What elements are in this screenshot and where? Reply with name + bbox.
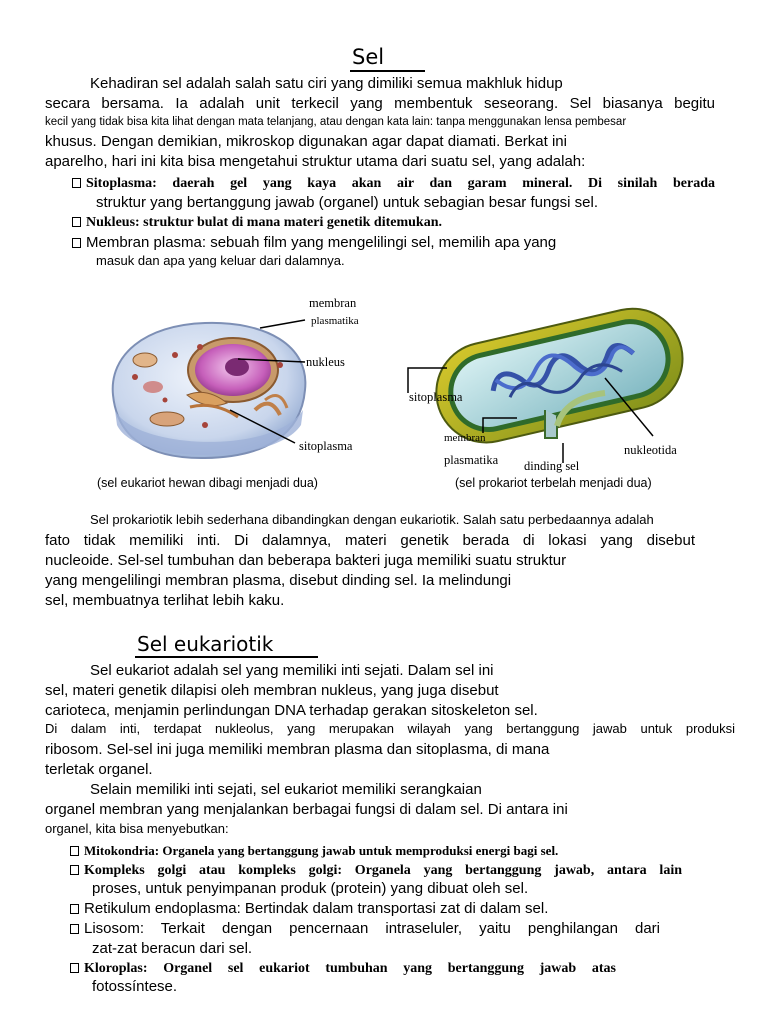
list-item-kloroplas: Kloroplas: Organel sel eukariot tumbuhan yang bertanggung jawab atas — [70, 960, 616, 978]
prokaryotic-cell-illustration — [405, 288, 735, 478]
list-item-golgi: Kompleks golgi atau kompleks golgi: Organela yang bertanggung jawab, antara lain — [70, 862, 682, 880]
eukariot-line-7: Selain memiliki inti sejati, sel eukariot memiliki serangkaian — [90, 781, 482, 798]
label-membran-left: membran — [309, 296, 357, 310]
list-item-golgi-cont: proses, untuk penyimpanan produk (protein) yang dibuat oleh sel. — [92, 880, 529, 897]
intro-line-5: aparelho, hari ini kita bisa mengetahui struktur utama dari suatu sel, yang adalah: — [45, 153, 586, 170]
intro-line-3: kecil yang tidak bisa kita lihat dengan mata telanjang, atau dengan kata lain: tanpa menggunakan lensa pembesar — [45, 116, 627, 128]
list-item-retikulum: Retikulum endoplasma: Bertindak dalam transportasi zat di dalam sel. — [70, 900, 548, 918]
eukariot-line-8: organel membran yang menjalankan berbagai fungsi di dalam sel. Di antara ini — [45, 801, 568, 818]
list-item-membran-cont: masuk dan apa yang keluar dari dalamnya. — [96, 253, 345, 268]
list-item-kloroplas-cont: fotossíntese. — [92, 978, 178, 995]
eukariot-line-1: Sel eukariot adalah sel yang memiliki inti sejati. Dalam sel ini — [90, 662, 494, 679]
bullet-box-icon — [70, 846, 79, 856]
eukariot-line-6: terletak organel. — [45, 761, 153, 778]
prokariot-line-5: sel, membuatnya terlihat lebih kaku. — [45, 592, 285, 609]
bullet-box-icon — [70, 904, 79, 914]
bullet-box-icon — [70, 924, 79, 934]
intro-line-4: khusus. Dengan demikian, mikroskop digunakan agar dapat diamati. Berkat ini — [45, 133, 567, 150]
bullet-box-icon — [72, 238, 81, 248]
list-item-nukleus: Nukleus: struktur bulat di mana materi genetik ditemukan. — [72, 214, 442, 232]
eukariot-line-2: sel, materi genetik dilapisi oleh membran nukleus, yang juga disebut — [45, 682, 499, 699]
section-title-eukariotik: Sel eukariotik — [137, 632, 274, 656]
label-plasmatika-right: plasmatika — [444, 453, 499, 467]
list-item-membran: Membran plasma: sebuah film yang mengelilingi sel, memilih apa yang — [72, 234, 556, 252]
prokariot-line-3: nucleoide. Sel-sel tumbuhan dan beberapa bakteri juga memiliki suatu struktur — [45, 552, 567, 569]
list-item-lisosom: Lisosom: Terkait dengan pencernaan intraseluler, yaitu penghilangan dari — [70, 920, 660, 938]
label-nukleotida: nukleotida — [624, 443, 677, 457]
label-membran-right: membran — [444, 432, 486, 444]
eukariot-line-4: Di dalam inti, terdapat nukleolus, yang merupakan wilayah yang bertanggung jawab untuk produksi — [45, 721, 735, 736]
intro-line-2: secara bersama. Ia adalah unit terkecil yang membentuk seseorang. Sel biasanya begitu — [45, 95, 715, 112]
prokariot-line-4: yang mengelilingi membran plasma, disebut dinding sel. Ia melindungi — [45, 572, 512, 589]
label-sitoplasma-left: sitoplasma — [299, 439, 353, 453]
list-item-mitokondria: Mitokondria: Organela yang bertanggung jawab untuk memproduksi energi bagi sel. — [70, 842, 558, 860]
intro-line-1: Kehadiran sel adalah salah satu ciri yang dimiliki semua makhluk hidup — [90, 75, 563, 92]
section-title-underline — [135, 656, 318, 658]
label-sitoplasma-right: sitoplasma — [409, 390, 463, 404]
label-nukleus: nukleus — [306, 355, 345, 369]
eukaryotic-cell-illustration — [105, 315, 315, 465]
bullet-box-icon — [70, 963, 79, 973]
bullet-box-icon — [70, 865, 79, 875]
list-item-sitoplasma: Sitoplasma: daerah gel yang kaya akan air dan garam mineral. Di sinilah berada — [72, 175, 715, 193]
bullet-box-icon — [72, 217, 81, 227]
prokariot-line-2: fato tidak memiliki inti. Di dalamnya, materi genetik berada di lokasi yang disebut — [45, 532, 695, 549]
eukariot-line-9: organel, kita bisa menyebutkan: — [45, 821, 229, 836]
label-dinding-sel: dinding sel — [524, 459, 580, 473]
prokariot-line-1: Sel prokariotik lebih sederhana dibandingkan dengan eukariotik. Salah satu perbedaannya adalah — [90, 512, 654, 527]
caption-left: (sel eukariot hewan dibagi menjadi dua) — [97, 476, 318, 490]
title-underline — [350, 70, 425, 72]
caption-right: (sel prokariot terbelah menjadi dua) — [455, 476, 652, 490]
list-item-sitoplasma-cont: struktur yang bertanggung jawab (organel) untuk sebagian besar fungsi sel. — [96, 194, 598, 211]
label-plasmatika-left: plasmatika — [311, 315, 359, 327]
bullet-box-icon — [72, 178, 81, 188]
eukariot-line-5: ribosom. Sel-sel ini juga memiliki membran plasma dan sitoplasma, di mana — [45, 741, 550, 758]
list-item-lisosom-cont: zat-zat beracun dari sel. — [92, 940, 253, 957]
page-title: Sel — [352, 45, 385, 69]
eukariot-line-3: carioteca, menjamin perlindungan DNA terhadap gerakan sitoskeleton sel. — [45, 702, 538, 719]
